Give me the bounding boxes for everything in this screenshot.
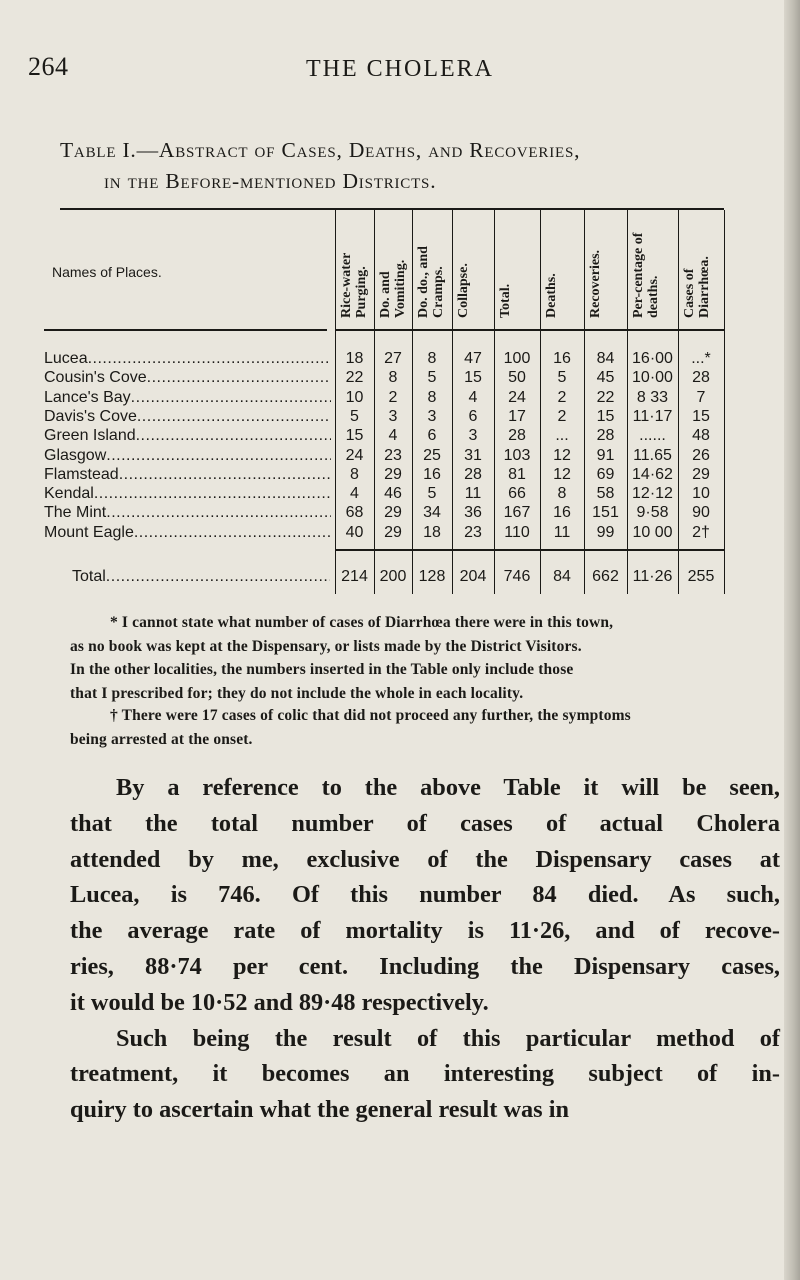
column-header: Do. and Vomiting.	[378, 259, 408, 318]
table-cell: 16·00	[632, 350, 673, 367]
table-cell: 6	[468, 407, 478, 425]
table-cell: 3	[427, 407, 437, 425]
table-cell: 8 33	[636, 388, 669, 406]
table-cell: 69	[596, 465, 615, 483]
table-cell: 15	[692, 407, 710, 425]
table-cell: 7	[696, 388, 706, 406]
body-paragraph	[70, 770, 780, 1128]
table-row-name: Lance's Bay .....	[44, 388, 331, 407]
table-cell: 16	[553, 504, 571, 522]
total-cell: 200	[379, 568, 407, 585]
total-cell: 11·26	[632, 568, 673, 585]
running-head: THE CHOLERA	[306, 56, 494, 82]
footnote-line: being arrested at the onset.	[70, 730, 253, 748]
total-cell: 128	[418, 568, 446, 585]
table-cell: 23	[384, 446, 402, 464]
table-cell: 2	[557, 407, 567, 425]
body-line: attended by me, exclusive of the Dispensary cases at	[70, 845, 780, 873]
table-cell: 8	[388, 369, 398, 387]
table-cell: 5	[427, 485, 437, 503]
column-header: Cases of Diarrhœa.	[682, 256, 712, 318]
table-cell: 4	[468, 388, 478, 406]
footnote-line: † There were 17 cases of colic that did not proceed any further, the symptoms	[110, 707, 631, 724]
body-line: ries, 88·74 per cent. Including the Dispensary cases,	[70, 952, 780, 980]
footnote-line: that I prescribed for; they do not include the whole in each locality.	[70, 684, 524, 702]
table-cell: 31	[464, 446, 482, 464]
table-cell: 28	[464, 465, 482, 483]
table-caption-line2: in the Before-mentioned Districts.	[104, 169, 437, 193]
table-cell: 18	[423, 523, 441, 541]
table-cell: 46	[384, 485, 402, 503]
table-cell: 110	[504, 523, 530, 541]
table-cell: 16	[553, 350, 571, 367]
body-line: treatment, it becomes an interesting subject of in-	[70, 1060, 780, 1088]
column-header: Per-centage of deaths.	[631, 232, 661, 318]
table-cell: 36	[464, 504, 482, 522]
table-cell: 48	[692, 427, 710, 445]
table-top-rule	[60, 208, 724, 210]
table-caption	[60, 135, 770, 197]
table-cell: 29	[692, 465, 710, 483]
table-cell: 11.65	[633, 446, 672, 464]
body-line: the average rate of mortality is 11·26, and of recove-	[70, 917, 780, 945]
body-line: it would be 10·52 and 89·48 respectively.	[70, 988, 489, 1016]
column-header: Recoveries.	[588, 249, 603, 318]
page-edge-shadow	[784, 0, 800, 1280]
column-header: Total.	[498, 283, 513, 318]
total-cell: 214	[341, 568, 368, 585]
column-header: Do. do., and Cramps.	[416, 246, 446, 318]
table-cell: 34	[423, 504, 441, 522]
table-cell: 12·12	[632, 485, 673, 503]
total-cell: 255	[687, 568, 715, 585]
table-cell: 24	[345, 446, 364, 464]
table-cell: 90	[692, 504, 710, 522]
table-cell: 29	[384, 523, 402, 541]
table-cell: 103	[503, 446, 531, 464]
table-cell: 23	[464, 523, 482, 541]
footnote-line: * I cannot state what number of cases of Diarrhœa there were in this town,	[110, 614, 614, 631]
table-cell: 17	[508, 407, 526, 425]
table-cell: 100	[503, 350, 531, 367]
table-cell: 91	[596, 446, 615, 464]
column-header: Collapse.	[456, 263, 471, 318]
table-cell: 8	[557, 485, 567, 503]
footnote-asterisk	[70, 611, 776, 705]
names-column-header: Names of Places.	[52, 264, 162, 280]
table-cell: 29	[384, 504, 402, 522]
table-cell: 66	[508, 485, 526, 503]
table-cell: 18	[345, 350, 364, 367]
body-line: Lucea, is 746. Of this number 84 died. As such,	[70, 881, 780, 909]
table-cell: 4	[388, 427, 398, 445]
table-cell: 28	[596, 427, 615, 445]
table-cell: 12	[553, 465, 571, 483]
body-line: that the total number of cases of actual Cholera	[70, 809, 780, 837]
table-cell: 8	[427, 388, 437, 406]
table-cell: 24	[508, 388, 526, 406]
total-cell: 204	[459, 568, 487, 585]
table-cell: 47	[464, 350, 482, 367]
total-rule	[335, 549, 724, 551]
names-header-rule	[44, 329, 327, 331]
table-caption-line1: Table I.—Abstract of Cases, Deaths, and Recoveries,	[60, 138, 581, 162]
table-cell: 10	[692, 485, 710, 503]
table-cell: 40	[345, 523, 364, 541]
footnote-line: In the other localities, the numbers inserted in the Table only include those	[70, 661, 574, 678]
table-cell: 4	[350, 485, 359, 503]
table-cell: 28	[692, 369, 710, 387]
table-row-name: Glasgow .....	[44, 446, 331, 465]
body-line: quiry to ascertain what the general result was in	[70, 1096, 569, 1124]
page-number: 264	[28, 52, 69, 81]
table-cell: 151	[592, 504, 619, 522]
table-cell: 5	[427, 369, 437, 387]
header-bottom-rule	[335, 329, 724, 331]
table-cell: ...	[555, 427, 569, 445]
table-cell: 2†	[692, 523, 710, 541]
table-cell: 5	[350, 407, 359, 425]
table-cell: 3	[388, 407, 398, 425]
body-line: By a reference to the above Table it will be seen,	[116, 774, 780, 801]
table-cell: 45	[596, 369, 615, 387]
table-row-name: The Mint .....	[44, 503, 331, 522]
table-cell: 29	[384, 465, 402, 483]
table-cell: 14·62	[632, 465, 673, 483]
column-divider	[724, 210, 725, 594]
table-cell: 12	[553, 446, 571, 464]
total-cell: 662	[592, 568, 619, 585]
table-cell: 27	[384, 350, 402, 367]
table-cell: 9·58	[636, 504, 669, 522]
table-cell: 8	[427, 350, 437, 367]
table-row-name: Lucea .....	[44, 349, 331, 368]
table-cell: 15	[596, 407, 615, 425]
column-header: Rice-water Purging.	[339, 252, 369, 318]
table-row-name: Kendal .....	[44, 484, 331, 503]
table-row-name: Cousin's Cove .....	[44, 368, 331, 387]
table-cell: 84	[596, 350, 615, 367]
table-cell: 10·00	[632, 369, 673, 387]
footnote-dagger	[70, 704, 776, 751]
table-cell: 15	[464, 369, 482, 387]
table-cell: 99	[596, 523, 615, 541]
table-cell: 11	[553, 523, 571, 541]
table-cell: 16	[423, 465, 441, 483]
table-cell: 3	[468, 427, 478, 445]
table-row-name: Flamstead .....	[44, 465, 331, 484]
footnote-line: as no book was kept at the Dispensary, or lists made by the District Visitors.	[70, 637, 582, 655]
table-cell: 8	[350, 465, 359, 483]
table-cell: 5	[557, 369, 567, 387]
table-cell: 81	[508, 465, 526, 483]
table-cell: 11	[464, 485, 482, 503]
body-line: Such being the result of this particular method of	[116, 1024, 780, 1052]
total-cell: 746	[503, 568, 531, 585]
total-cell: 84	[553, 568, 571, 585]
table-row-name: Green Island .....	[44, 426, 331, 445]
table-cell: 6	[427, 427, 437, 445]
table-cell: 15	[345, 427, 364, 445]
table-cell: 2	[557, 388, 567, 406]
table-cell: 68	[345, 504, 364, 522]
table-cell: 58	[596, 485, 615, 503]
table-cell: 2	[388, 388, 398, 406]
table-cell: 10 00	[632, 523, 673, 541]
table-cell: ......	[639, 427, 666, 445]
total-row-name: Total .....	[72, 567, 330, 586]
table-cell: ...*	[691, 350, 711, 367]
table-cell: 28	[508, 427, 526, 445]
table-cell: 22	[345, 369, 364, 387]
table-cell: 10	[345, 388, 364, 406]
table-cell: 25	[423, 446, 441, 464]
table-cell: 22	[596, 388, 615, 406]
table-row-name: Davis's Cove .....	[44, 407, 331, 426]
table-cell: 50	[508, 369, 526, 387]
table-cell: 26	[692, 446, 710, 464]
column-header: Deaths.	[544, 273, 559, 318]
table-cell: 11·17	[632, 407, 673, 425]
table-row-name: Mount Eagle .....	[44, 523, 331, 542]
table-cell: 167	[503, 504, 531, 522]
